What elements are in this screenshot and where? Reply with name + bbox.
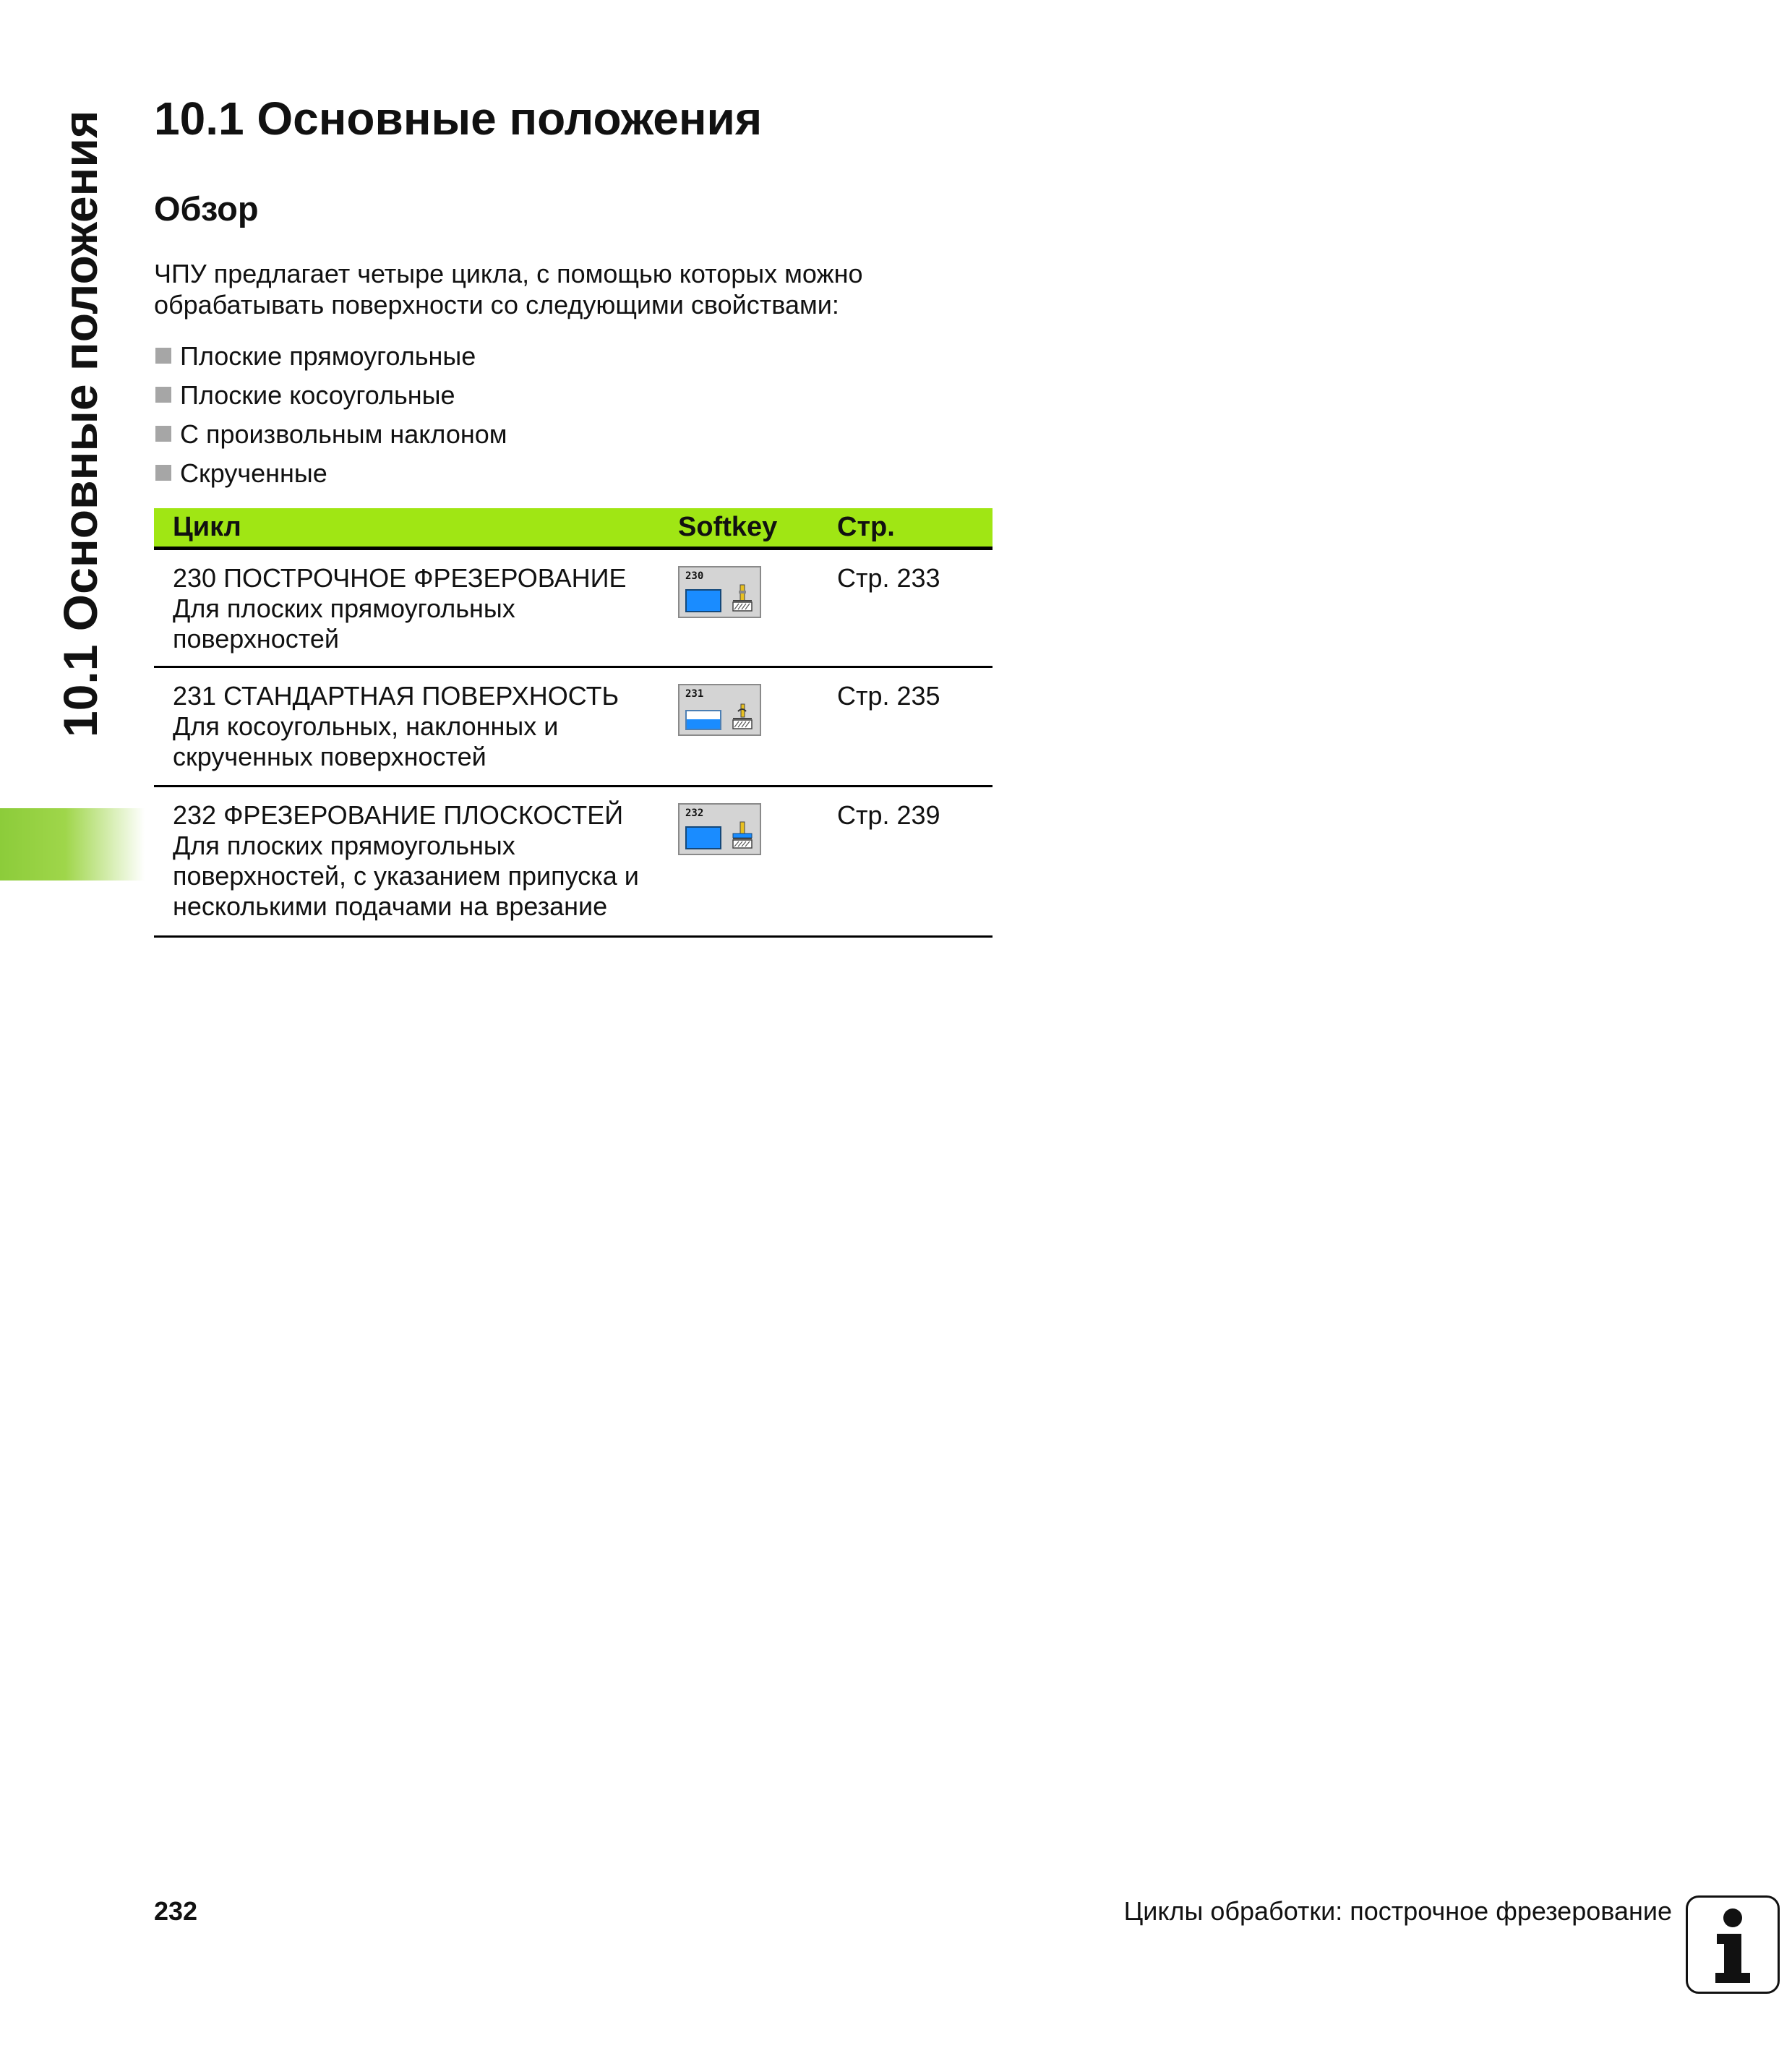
bullet-square-icon	[155, 348, 171, 364]
cycle-description	[173, 800, 664, 922]
page-number: 232	[154, 1896, 198, 1926]
softkey-label: 231	[685, 688, 704, 700]
list-item	[154, 376, 507, 415]
page-reference: Стр. 235	[837, 681, 940, 711]
softkey-label: 230	[685, 570, 704, 582]
cycle-description	[173, 681, 664, 772]
ruled-surface-softkey-icon	[732, 701, 753, 730]
header-softkey: Softkey	[678, 512, 778, 542]
list-item	[154, 454, 507, 493]
list-item	[154, 415, 507, 454]
workpiece-surface-icon	[685, 826, 721, 849]
cycle-detail: Для косоугольных, наклонных и	[173, 711, 559, 741]
footer-chapter-title: Циклы обработки: построчное фрезерование	[1123, 1896, 1672, 1926]
bullet-square-icon	[155, 387, 171, 403]
softkey-231-button[interactable]	[678, 684, 761, 736]
cycles-table	[154, 508, 993, 938]
section-heading: Обзор	[154, 189, 259, 228]
info-icon	[1686, 1895, 1780, 1994]
softkey-232-button[interactable]	[678, 803, 761, 855]
feature-list	[154, 337, 507, 493]
page-reference: Стр. 239	[837, 800, 940, 830]
cycle-description	[173, 563, 664, 654]
side-chapter-title: 10.1 Основные положения	[53, 110, 107, 737]
list-item-text: С произвольным наклоном	[180, 419, 507, 449]
cycle-title: 232 ФРЕЗЕРОВАНИЕ ПЛОСКОСТЕЙ	[173, 800, 624, 830]
table-row	[154, 787, 993, 938]
cycle-detail: Для плоских прямоугольных	[173, 594, 515, 623]
softkey-230-button[interactable]	[678, 566, 761, 618]
line-milling-softkey-icon	[732, 583, 753, 612]
table-row	[154, 550, 993, 668]
cycle-detail: поверхностей	[173, 624, 339, 654]
cycle-detail: несколькими подачами на врезание	[173, 891, 608, 921]
page-reference: Стр. 233	[837, 563, 940, 593]
bullet-square-icon	[155, 426, 171, 442]
page-title: 10.1 Основные положения	[154, 93, 763, 145]
cycle-detail: скрученных поверхностей	[173, 742, 486, 771]
workpiece-surface-icon	[685, 710, 721, 730]
header-page: Стр.	[837, 512, 895, 542]
cycle-title: 231 СТАНДАРТНАЯ ПОВЕРХНОСТЬ	[173, 681, 620, 711]
face-milling-softkey-icon	[732, 821, 753, 849]
cycle-detail: Для плоских прямоугольных	[173, 831, 515, 860]
header-cycle: Цикл	[173, 512, 241, 542]
chapter-tab-marker	[0, 808, 145, 881]
table-header	[154, 508, 993, 550]
cycle-detail: поверхностей, с указанием припуска и	[173, 861, 639, 891]
list-item-text: Скрученные	[180, 458, 327, 488]
list-item-text: Плоские косоугольные	[180, 380, 455, 410]
workpiece-surface-icon	[685, 589, 721, 612]
softkey-label: 232	[685, 807, 704, 819]
bullet-square-icon	[155, 465, 171, 481]
table-row	[154, 668, 993, 787]
list-item-text: Плоские прямоугольные	[180, 341, 476, 371]
list-item	[154, 337, 507, 376]
cycle-title: 230 ПОСТРОЧНОЕ ФРЕЗЕРОВАНИЕ	[173, 563, 627, 593]
intro-paragraph: ЧПУ предлагает четыре цикла, с помощью которых можно обрабатывать поверхности со следующими свойствами:	[154, 259, 863, 320]
